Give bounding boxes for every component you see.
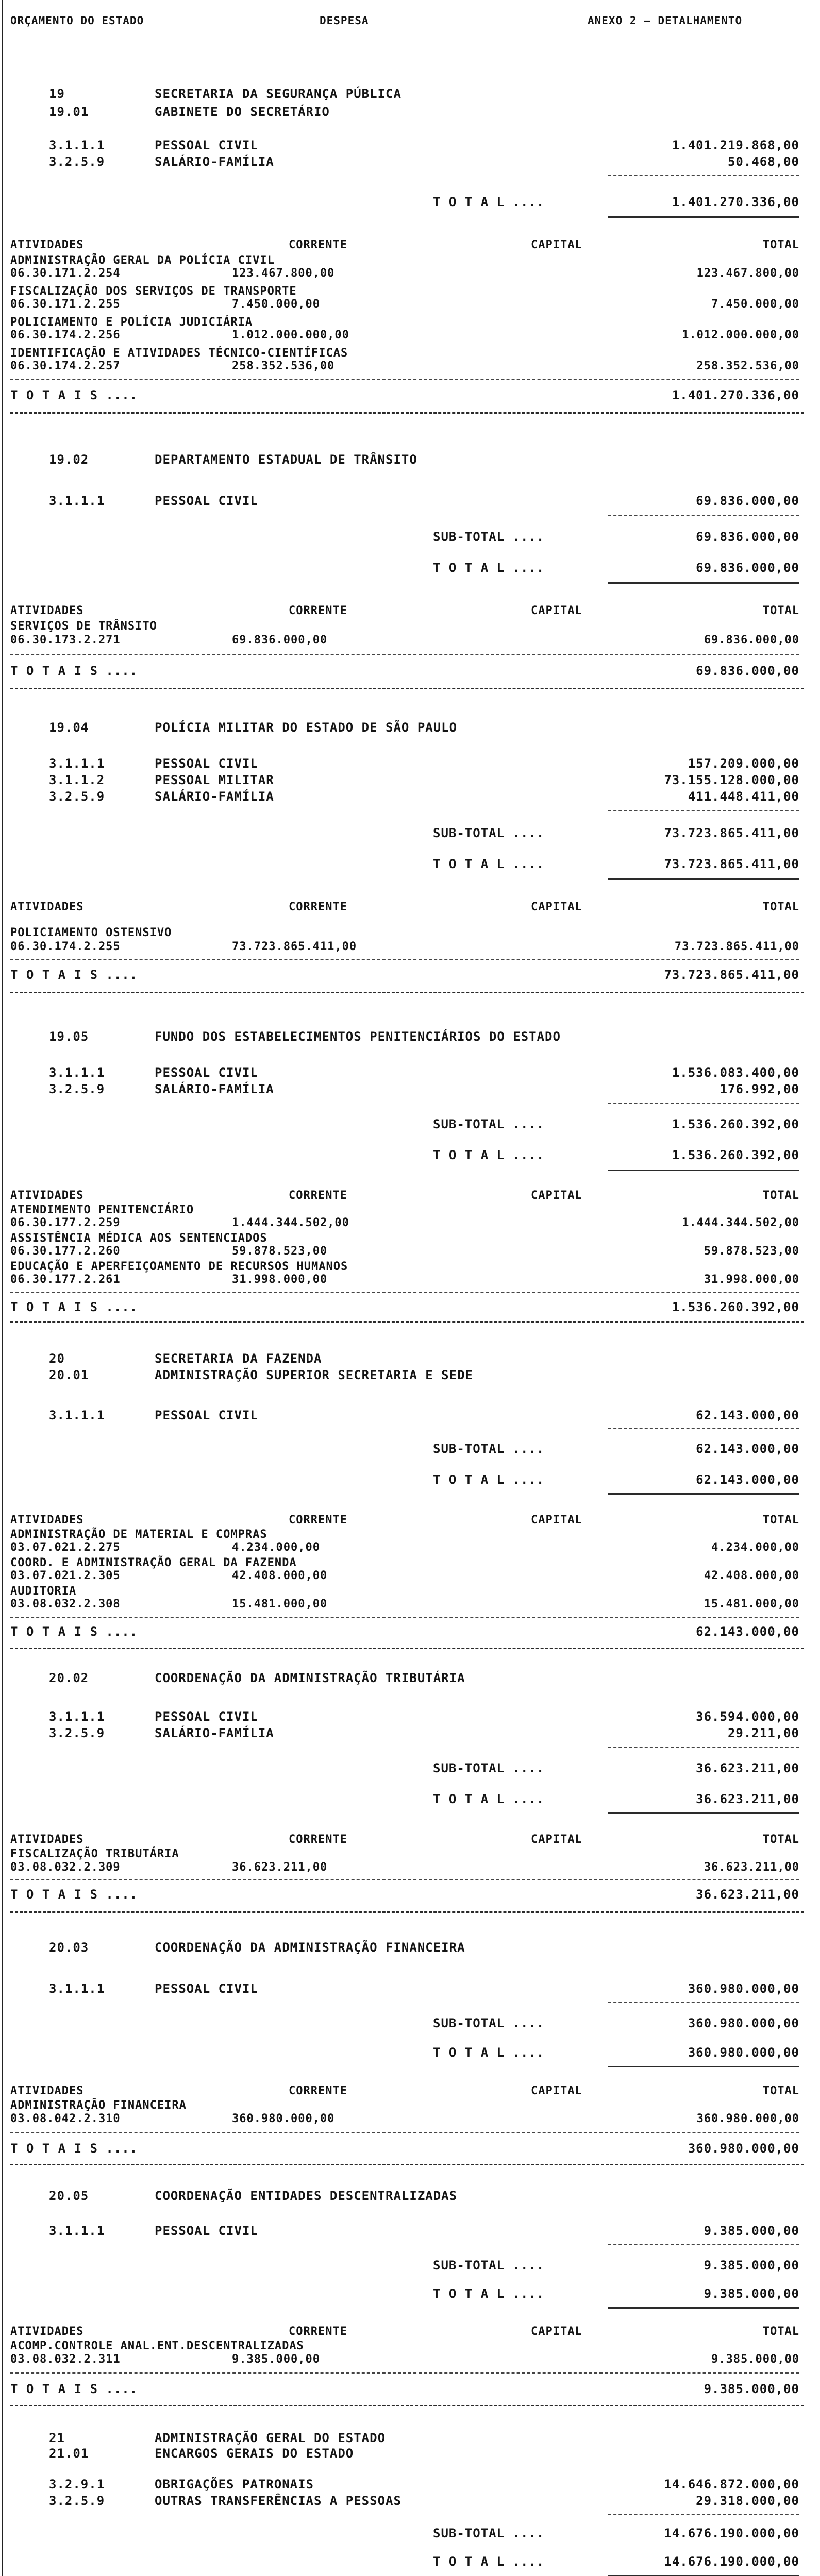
unit-code: 20: [49, 1351, 65, 1366]
item-value: 29.318.000,00: [696, 2494, 799, 2508]
activity-corrente: 59.878.523,00: [232, 1245, 328, 1258]
item-value: 1.401.219.868,00: [672, 138, 799, 152]
total-label: T O T A L ....: [433, 1472, 545, 1487]
total-header: TOTAL: [762, 604, 799, 617]
corrente-header: CORRENTE: [289, 604, 347, 617]
activity-corrente: 69.836.000,00: [232, 634, 328, 647]
corrente-header: CORRENTE: [289, 1514, 347, 1527]
activity-total: 258.352.536,00: [696, 360, 799, 372]
activity-corrente: 15.481.000,00: [232, 1598, 328, 1611]
rule: [608, 878, 799, 880]
activities-header: ATIVIDADES: [10, 2084, 84, 2097]
rule: [608, 1428, 799, 1429]
total-label: T O T A L ....: [433, 2554, 545, 2569]
section-name: ADMINISTRAÇÃO SUPERIOR SECRETARIA E SEDE: [155, 1368, 473, 1382]
subtotal-value: 14.676.190.000,00: [664, 2526, 799, 2540]
activity-total: 73.723.865.411,00: [674, 940, 799, 953]
totais-value: 62.143.000,00: [696, 1624, 799, 1639]
item-value: 73.155.128.000,00: [664, 773, 799, 787]
capital-header: CAPITAL: [531, 2325, 582, 2338]
section-name: ENCARGOS GERAIS DO ESTADO: [155, 2446, 354, 2461]
activity-code: 06.30.174.2.255: [10, 940, 121, 953]
item-name: PESSOAL CIVIL: [155, 756, 258, 771]
activity-code: 03.08.032.2.311: [10, 2353, 121, 2366]
rule: [10, 2372, 799, 2374]
total-label: T O T A L ....: [433, 2286, 545, 2301]
item-value: 157.209.000,00: [688, 756, 799, 771]
activities-header: ATIVIDADES: [10, 604, 84, 617]
item-name: SALÁRIO-FAMÍLIA: [155, 1726, 274, 1740]
activity-corrente: 123.467.800,00: [232, 267, 335, 280]
activity-corrente: 258.352.536,00: [232, 360, 335, 372]
subtotal-value: 1.536.260.392,00: [672, 1117, 799, 1131]
activity-name: ADMINISTRAÇÃO DE MATERIAL E COMPRAS: [10, 1528, 267, 1541]
total-value: 62.143.000,00: [696, 1472, 799, 1487]
corrente-header: CORRENTE: [289, 901, 347, 913]
activity-total: 1.012.000.000,00: [682, 329, 799, 342]
header-right: ANEXO 2 — DETALHAMENTO: [588, 14, 743, 27]
subtotal-value: 73.723.865.411,00: [664, 826, 799, 840]
activity-code: 03.08.032.2.309: [10, 1861, 121, 1874]
total-label: T O T A L ....: [433, 1148, 545, 1162]
item-name: PESSOAL MILITAR: [155, 773, 274, 787]
item-value: 176.992,00: [719, 1082, 799, 1096]
section-separator: [10, 1321, 804, 1323]
activity-total: 42.408.000,00: [704, 1569, 799, 1582]
section-separator: [10, 2405, 804, 2406]
activity-total: 15.481.000,00: [704, 1598, 799, 1611]
totais-label: T O T A I S ....: [10, 664, 138, 678]
unit-name: SECRETARIA DA FAZENDA: [155, 1351, 322, 1366]
unit-name: ADMINISTRAÇÃO GERAL DO ESTADO: [155, 2431, 386, 2445]
capital-header: CAPITAL: [531, 2084, 582, 2097]
activity-corrente: 9.385.000,00: [232, 2353, 320, 2366]
activities-header: ATIVIDADES: [10, 1189, 84, 1202]
section-name: DEPARTAMENTO ESTADUAL DE TRÂNSITO: [155, 452, 417, 467]
activity-name: ATENDIMENTO PENITENCIÁRIO: [10, 1204, 194, 1216]
activity-name: SERVIÇOS DE TRÂNSITO: [10, 620, 157, 633]
item-name: OBRIGAÇÕES PATRONAIS: [155, 2477, 314, 2492]
total-value: 14.676.190.000,00: [664, 2554, 799, 2569]
capital-header: CAPITAL: [531, 901, 582, 913]
subtotal-label: SUB-TOTAL ....: [433, 1442, 545, 1456]
activity-name: IDENTIFICAÇÃO E ATIVIDADES TÉCNICO-CIENTÍFICAS: [10, 347, 348, 360]
rule: [10, 1617, 799, 1618]
rule: [608, 1812, 799, 1814]
header-center: DESPESA: [320, 14, 369, 27]
item-name: PESSOAL CIVIL: [155, 1065, 258, 1080]
activity-name: FISCALIZAÇÃO TRIBUTÁRIA: [10, 1848, 179, 1860]
item-value: 411.448.411,00: [688, 789, 799, 804]
item-value: 14.646.872.000,00: [664, 2477, 799, 2492]
activity-total: 123.467.800,00: [696, 267, 799, 280]
activities-header: ATIVIDADES: [10, 1514, 84, 1527]
activity-name: ADMINISTRAÇÃO FINANCEIRA: [10, 2099, 187, 2112]
subtotal-value: 36.623.211,00: [696, 1761, 799, 1775]
subtotal-label: SUB-TOTAL ....: [433, 1117, 545, 1131]
section-name: COORDENAÇÃO DA ADMINISTRAÇÃO FINANCEIRA: [155, 1940, 465, 1955]
subtotal-label: SUB-TOTAL ....: [433, 2016, 545, 2030]
activities-header: ATIVIDADES: [10, 901, 84, 913]
total-header: TOTAL: [762, 1833, 799, 1846]
activity-code: 06.30.171.2.255: [10, 298, 121, 311]
rule: [10, 2132, 799, 2133]
totais-value: 1.401.270.336,00: [672, 388, 799, 402]
activity-name: ACOMP.CONTROLE ANAL.ENT.DESCENTRALIZADAS: [10, 2340, 304, 2352]
item-code: 3.1.1.2: [49, 773, 105, 787]
totais-label: T O T A I S ....: [10, 1300, 138, 1314]
section-separator: [10, 2164, 804, 2165]
section-separator: [10, 412, 804, 414]
rule: [608, 2066, 799, 2067]
activities-header: ATIVIDADES: [10, 1833, 84, 1846]
total-header: TOTAL: [762, 1189, 799, 1202]
item-value: 69.836.000,00: [696, 494, 799, 508]
activity-corrente: 31.998.000,00: [232, 1273, 328, 1286]
rule: [10, 959, 799, 960]
item-code: 3.2.5.9: [49, 1082, 105, 1096]
rule: [10, 379, 799, 380]
capital-header: CAPITAL: [531, 1514, 582, 1527]
item-code: 3.2.5.9: [49, 1726, 105, 1740]
subunit-code: 19.01: [49, 105, 89, 119]
item-name: SALÁRIO-FAMÍLIA: [155, 155, 274, 169]
rule: [608, 1170, 799, 1171]
item-name: SALÁRIO-FAMÍLIA: [155, 789, 274, 804]
corrente-header: CORRENTE: [289, 239, 347, 251]
item-name: SALÁRIO-FAMÍLIA: [155, 1082, 274, 1096]
section-code: 20.01: [49, 1368, 89, 1382]
item-name: PESSOAL CIVIL: [155, 1408, 258, 1422]
activity-corrente: 1.012.000.000,00: [232, 329, 349, 342]
activity-code: 03.08.042.2.310: [10, 2112, 121, 2125]
section-name: COORDENAÇÃO DA ADMINISTRAÇÃO TRIBUTÁRIA: [155, 1671, 465, 1685]
section-name: COORDENAÇÃO ENTIDADES DESCENTRALIZADAS: [155, 2189, 458, 2203]
rule: [608, 2244, 799, 2245]
activity-code: 03.07.021.2.305: [10, 1569, 121, 1582]
capital-header: CAPITAL: [531, 239, 582, 251]
item-value: 1.536.083.400,00: [672, 1065, 799, 1080]
item-name: OUTRAS TRANSFERÊNCIAS A PESSOAS: [155, 2494, 401, 2508]
item-code: 3.1.1.1: [49, 2224, 105, 2238]
unit-name: SECRETARIA DA SEGURANÇA PÚBLICA: [155, 87, 401, 101]
total-header: TOTAL: [762, 901, 799, 913]
activities-header: ATIVIDADES: [10, 239, 84, 251]
activity-name: COORD. E ADMINISTRAÇÃO GERAL DA FAZENDA: [10, 1556, 297, 1569]
activity-total: 31.998.000,00: [704, 1273, 799, 1286]
total-label: T O T A L ....: [433, 561, 545, 575]
totais-value: 360.980.000,00: [688, 2141, 799, 2156]
subtotal-label: SUB-TOTAL ....: [433, 826, 545, 840]
item-code: 3.1.1.1: [49, 1408, 105, 1422]
item-code: 3.1.1.1: [49, 756, 105, 771]
corrente-header: CORRENTE: [289, 1189, 347, 1202]
activity-corrente: 42.408.000,00: [232, 1569, 328, 1582]
rule: [608, 1103, 799, 1104]
total-label: T O T A L ....: [433, 195, 545, 209]
activity-name: AUDITORIA: [10, 1585, 77, 1598]
item-code: 3.1.1.1: [49, 1065, 105, 1080]
item-name: PESSOAL CIVIL: [155, 1709, 258, 1724]
item-value: 29.211,00: [727, 1726, 799, 1740]
rule: [608, 2514, 799, 2515]
rule: [608, 175, 799, 176]
corrente-header: CORRENTE: [289, 1833, 347, 1846]
item-code: 3.1.1.1: [49, 1709, 105, 1724]
activity-code: 06.30.177.2.260: [10, 1245, 121, 1258]
item-code: 3.1.1.1: [49, 138, 105, 152]
activity-code: 06.30.171.2.254: [10, 267, 121, 280]
totais-label: T O T A I S ....: [10, 1887, 138, 1902]
total-header: TOTAL: [762, 2325, 799, 2338]
item-name: PESSOAL CIVIL: [155, 494, 258, 508]
section-separator: [10, 1911, 804, 1913]
rule: [608, 515, 799, 516]
totais-value: 36.623.211,00: [696, 1887, 799, 1902]
activity-code: 06.30.173.2.271: [10, 634, 121, 647]
activity-total: 9.385.000,00: [711, 2353, 799, 2366]
activity-name: POLICIAMENTO OSTENSIVO: [10, 926, 172, 939]
section-separator: [10, 1648, 804, 1649]
section-separator: [10, 688, 804, 689]
rule: [608, 1493, 799, 1495]
total-header: TOTAL: [762, 1514, 799, 1527]
activity-name: POLICIAMENTO E POLÍCIA JUDICIÁRIA: [10, 316, 253, 329]
rule: [608, 582, 799, 584]
activity-total: 69.836.000,00: [704, 634, 799, 647]
activity-name: FISCALIZAÇÃO DOS SERVIÇOS DE TRANSPORTE: [10, 285, 297, 298]
total-header: TOTAL: [762, 239, 799, 251]
total-value: 36.623.211,00: [696, 1792, 799, 1806]
subtotal-label: SUB-TOTAL ....: [433, 2258, 545, 2273]
item-code: 3.2.9.1: [49, 2477, 105, 2492]
total-header: TOTAL: [762, 2084, 799, 2097]
totais-value: 1.536.260.392,00: [672, 1300, 799, 1314]
section-code: 20.03: [49, 1940, 89, 1955]
activity-total: 360.980.000,00: [696, 2112, 799, 2125]
subtotal-value: 62.143.000,00: [696, 1442, 799, 1456]
totais-label: T O T A I S ....: [10, 2141, 138, 2156]
unit-code: 21: [49, 2431, 65, 2445]
rule: [608, 810, 799, 811]
activity-corrente: 7.450.000,00: [232, 298, 320, 311]
activity-total: 59.878.523,00: [704, 1245, 799, 1258]
totais-label: T O T A I S ....: [10, 968, 138, 982]
total-label: T O T A L ....: [433, 857, 545, 871]
rule: [10, 654, 799, 655]
section-code: 19.04: [49, 720, 89, 735]
totais-label: T O T A I S ....: [10, 388, 138, 402]
item-name: PESSOAL CIVIL: [155, 138, 258, 152]
activity-corrente: 73.723.865.411,00: [232, 940, 357, 953]
activity-corrente: 36.623.211,00: [232, 1861, 328, 1874]
header-left: ORÇAMENTO DO ESTADO: [10, 14, 144, 27]
activity-total: 36.623.211,00: [704, 1861, 799, 1874]
subtotal-value: 9.385.000,00: [704, 2258, 799, 2273]
activity-total: 1.444.344.502,00: [682, 1216, 799, 1229]
section-code: 19.05: [49, 1029, 89, 1044]
section-code: 20.05: [49, 2189, 89, 2203]
rule: [608, 2307, 799, 2309]
section-code: 19.02: [49, 452, 89, 467]
subtotal-value: 69.836.000,00: [696, 530, 799, 544]
total-value: 1.536.260.392,00: [672, 1148, 799, 1162]
activity-name: EDUCAÇÃO E APERFEIÇOAMENTO DE RECURSOS HUMANOS: [10, 1260, 348, 1273]
totais-value: 69.836.000,00: [696, 664, 799, 678]
rule: [608, 2002, 799, 2003]
capital-header: CAPITAL: [531, 1189, 582, 1202]
activity-code: 06.30.174.2.257: [10, 360, 121, 372]
section-separator: [10, 992, 804, 993]
subunit-name: GABINETE DO SECRETÁRIO: [155, 105, 330, 119]
rule: [608, 1747, 799, 1748]
item-value: 62.143.000,00: [696, 1408, 799, 1422]
totais-value: 9.385.000,00: [704, 2382, 799, 2396]
activity-corrente: 360.980.000,00: [232, 2112, 335, 2125]
capital-header: CAPITAL: [531, 604, 582, 617]
section-code: 21.01: [49, 2446, 89, 2461]
capital-header: CAPITAL: [531, 1833, 582, 1846]
subtotal-label: SUB-TOTAL ....: [433, 530, 545, 544]
item-value: 9.385.000,00: [704, 2224, 799, 2238]
corrente-header: CORRENTE: [289, 2325, 347, 2338]
subtotal-value: 360.980.000,00: [688, 2016, 799, 2030]
item-code: 3.2.5.9: [49, 2494, 105, 2508]
item-value: 50.468,00: [727, 155, 799, 169]
item-code: 3.2.5.9: [49, 155, 105, 169]
activity-corrente: 4.234.000,00: [232, 1541, 320, 1554]
total-value: 69.836.000,00: [696, 561, 799, 575]
subtotal-label: SUB-TOTAL ....: [433, 1761, 545, 1775]
total-label: T O T A L ....: [433, 2045, 545, 2060]
total-label: T O T A L ....: [433, 1792, 545, 1806]
activity-code: 06.30.174.2.256: [10, 329, 121, 342]
activity-corrente: 1.444.344.502,00: [232, 1216, 349, 1229]
subtotal-label: SUB-TOTAL ....: [433, 2526, 545, 2540]
activity-total: 4.234.000,00: [711, 1541, 799, 1554]
activity-code: 03.07.021.2.275: [10, 1541, 121, 1554]
item-name: PESSOAL CIVIL: [155, 1981, 258, 1996]
section-name: POLÍCIA MILITAR DO ESTADO DE SÃO PAULO: [155, 720, 458, 735]
item-code: 3.2.5.9: [49, 789, 105, 804]
rule: [10, 1879, 799, 1880]
activities-header: ATIVIDADES: [10, 2325, 84, 2338]
activity-name: ADMINISTRAÇÃO GERAL DA POLÍCIA CIVIL: [10, 254, 275, 267]
item-code: 3.1.1.1: [49, 1981, 105, 1996]
section-code: 20.02: [49, 1671, 89, 1685]
totais-label: T O T A I S ....: [10, 2382, 138, 2396]
total-value: 9.385.000,00: [704, 2286, 799, 2301]
totais-value: 73.723.865.411,00: [664, 968, 799, 982]
item-value: 36.594.000,00: [696, 1709, 799, 1724]
total-value: 1.401.270.336,00: [672, 195, 799, 209]
section-name: FUNDO DOS ESTABELECIMENTOS PENITENCIÁRIOS DO ESTADO: [155, 1029, 561, 1044]
activity-code: 06.30.177.2.261: [10, 1273, 121, 1286]
activity-code: 06.30.177.2.259: [10, 1216, 121, 1229]
activity-total: 7.450.000,00: [711, 298, 799, 311]
total-value: 73.723.865.411,00: [664, 857, 799, 871]
page-left-border: [2, 0, 3, 2576]
item-code: 3.1.1.1: [49, 494, 105, 508]
item-name: PESSOAL CIVIL: [155, 2224, 258, 2238]
total-value: 360.980.000,00: [688, 2045, 799, 2060]
item-value: 360.980.000,00: [688, 1981, 799, 1996]
corrente-header: CORRENTE: [289, 2084, 347, 2097]
rule: [608, 216, 799, 218]
rule: [10, 1292, 799, 1293]
totais-label: T O T A I S ....: [10, 1624, 138, 1639]
activity-code: 03.08.032.2.308: [10, 1598, 121, 1611]
unit-code: 19: [49, 87, 65, 101]
activity-name: ASSISTÊNCIA MÉDICA AOS SENTENCIADOS: [10, 1232, 267, 1245]
